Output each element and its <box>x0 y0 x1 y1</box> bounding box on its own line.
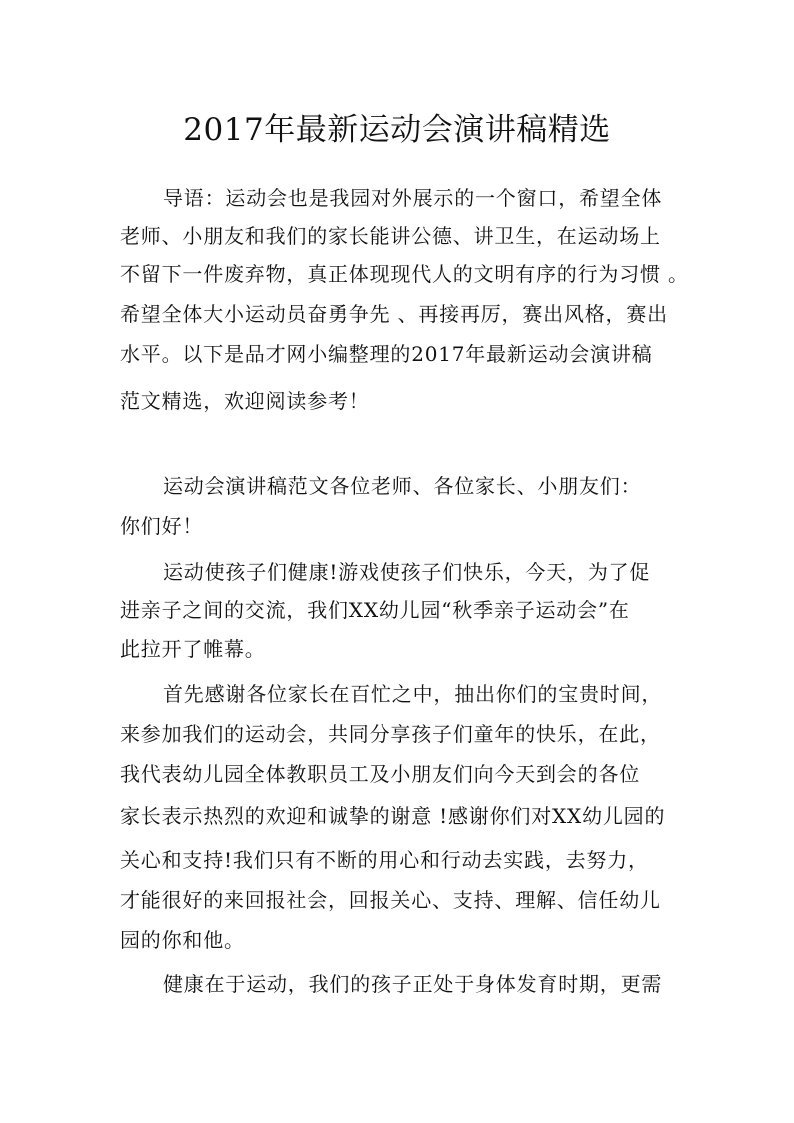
text-line-6: 范文精选，欢迎阅读参考！ <box>120 389 370 413</box>
text-line-5: 水平。以下是品才网小编整理的2017年最新运动会演讲稿 <box>120 342 653 366</box>
document-title: 2017年最新运动会演讲稿精选 <box>183 112 611 148</box>
text-line-10: 进亲子之间的交流，我们XX幼儿园“秋季亲子运动会”在 <box>120 598 630 622</box>
text-line-3: 不留下一件废弃物，真正体现现代人的文明有序的行为习惯 。 <box>120 262 689 286</box>
text-line-7: 运动会演讲稿范文各位老师、各位家长、小朋友们： <box>163 474 642 498</box>
text-line-16: 关心和支持!我们只有不断的用心和行动去实践，去努力， <box>120 848 649 872</box>
text-line-17: 才能很好的来回报社会，回报关心、支持、理解、信任幼儿 <box>120 888 661 912</box>
text-line-1: 导语：运动会也是我园对外展示的一个窗口，希望全体 <box>163 186 663 210</box>
text-line-2: 老师、小朋友和我们的家长能讲公德、讲卫生，在运动场上 <box>120 224 661 248</box>
text-line-12: 首先感谢各位家长在百忙之中，抽出你们的宝贵时间， <box>163 682 663 706</box>
text-line-14: 我代表幼儿园全体教职员工及小朋友们向今天到会的各位 <box>120 762 640 786</box>
text-line-19: 健康在于运动，我们的孩子正处于身体发育时期，更需 <box>163 972 663 996</box>
text-line-15: 家长表示热烈的欢迎和诚挚的谢意 !感谢你们对XX幼儿园的 <box>120 804 666 828</box>
text-line-13: 来参加我们的运动会，共同分享孩子们童年的快乐，在此， <box>120 722 661 746</box>
text-line-8: 你们好！ <box>120 514 204 538</box>
text-line-18: 园的你和他。 <box>120 928 245 952</box>
text-line-11: 此拉开了帷幕。 <box>120 637 266 661</box>
text-line-4: 希望全体大小运动员奋勇争先 、再接再厉，赛出风格，赛出 <box>120 302 668 326</box>
text-line-9: 运动使孩子们健康!游戏使孩子们快乐，今天，为了促 <box>163 560 651 584</box>
